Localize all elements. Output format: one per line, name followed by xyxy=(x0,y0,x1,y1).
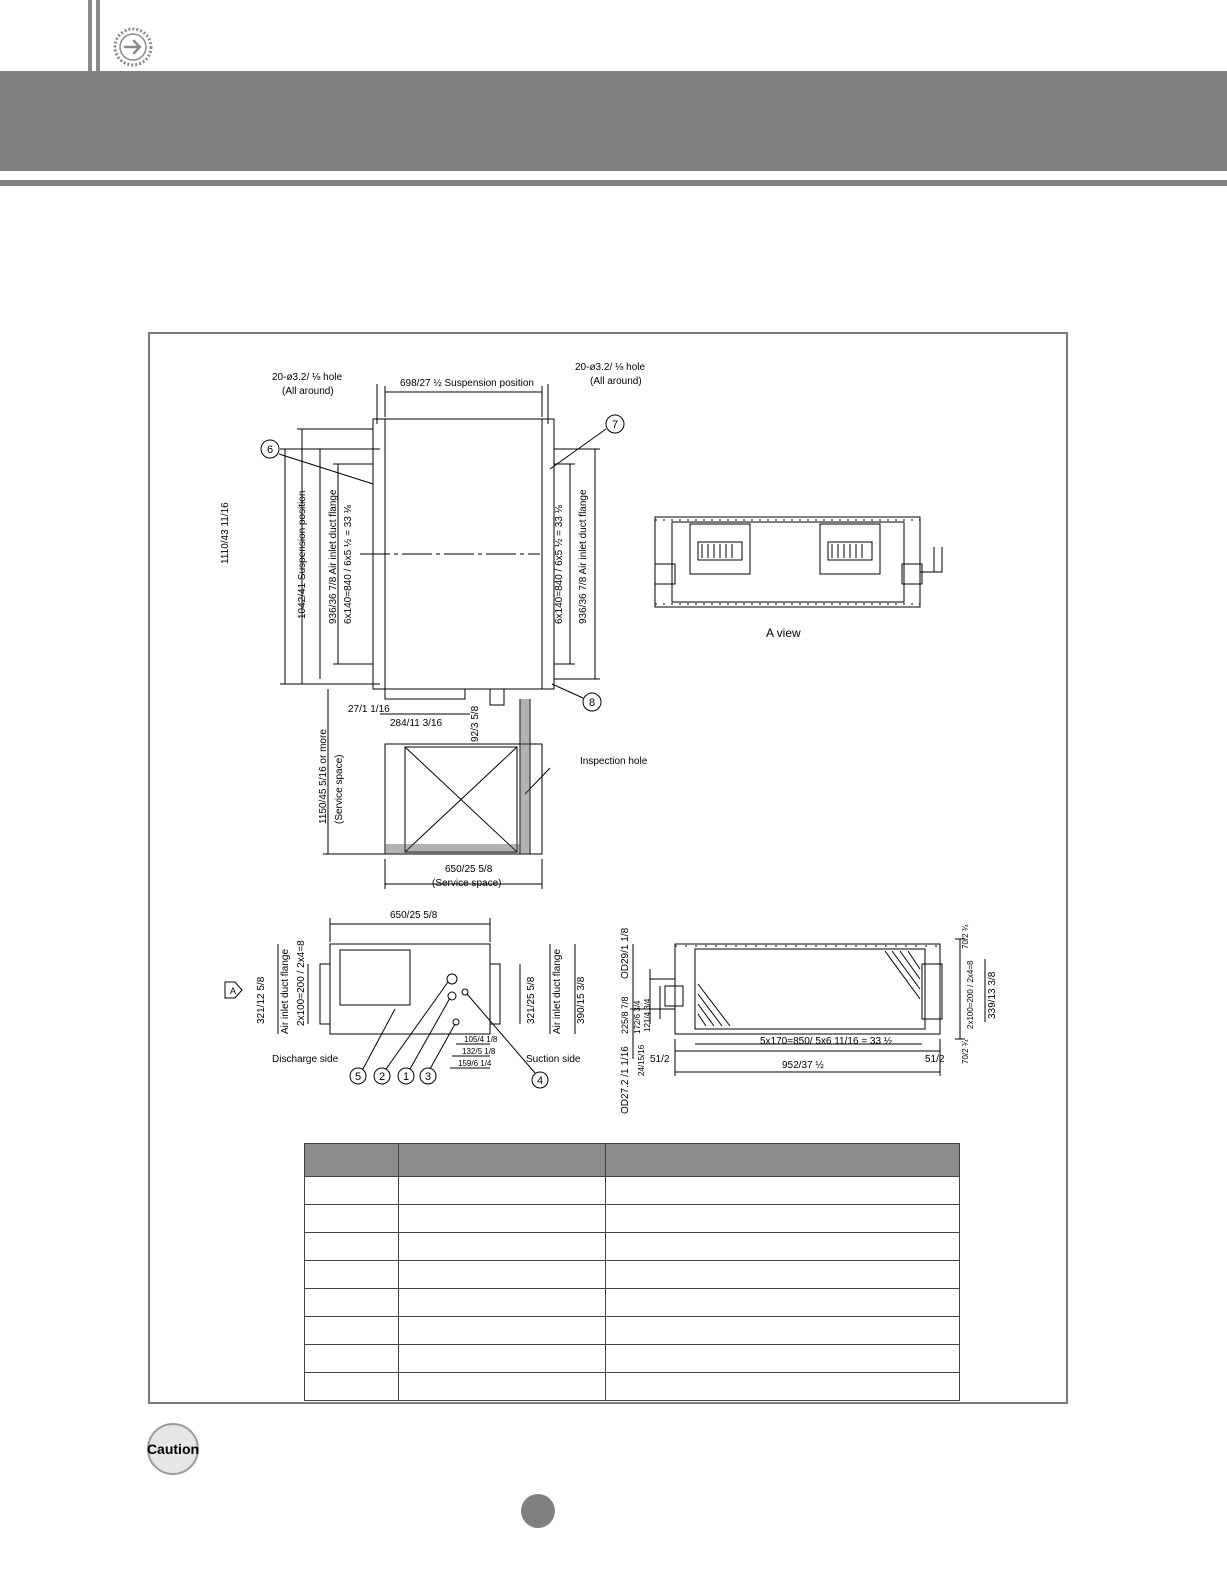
front-dim-339: 339/13 3/8 xyxy=(987,971,998,1019)
table-row xyxy=(305,1289,960,1317)
marker-1: 1 xyxy=(402,1071,410,1083)
table-row xyxy=(305,1373,960,1401)
table-cell xyxy=(399,1205,606,1233)
table-cell xyxy=(305,1177,399,1205)
table-cell xyxy=(606,1289,960,1317)
front-od29: OD29/1 1/8 xyxy=(620,927,631,979)
page-number-dot xyxy=(521,1494,555,1528)
table-cell xyxy=(606,1177,960,1205)
front-dim-51-right: 51/2 xyxy=(925,1054,945,1065)
discharge-label: Discharge side xyxy=(272,1054,339,1065)
a-view-drawing xyxy=(650,512,960,647)
front-dim-70-bottom: 70/2 ¾ xyxy=(961,1039,970,1064)
dim-total: 1110/43 11/16 xyxy=(220,502,231,564)
side-flange-left: Air inlet duct flange xyxy=(280,948,291,1034)
dim-27: 27/1 1/16 xyxy=(348,704,390,715)
side-width: 650/25 5/8 xyxy=(390,910,438,921)
table-header-cell-name xyxy=(399,1144,606,1177)
table-cell xyxy=(399,1233,606,1261)
table-header-cell-no xyxy=(305,1144,399,1177)
suspension-width-label: 698/27 ½ Suspension position xyxy=(400,378,534,389)
table-cell xyxy=(606,1373,960,1401)
front-dim-172: 172/6 3/4 xyxy=(633,1000,642,1034)
front-dim-24: 24/15/16 xyxy=(637,1044,646,1076)
side-dim-321-right: 321/25 5/8 xyxy=(526,976,537,1024)
side-dim-321-left: 321/12 5/8 xyxy=(256,976,267,1024)
front-dim-2x100: 2x100=200 / 2x4=8 xyxy=(966,960,975,1029)
table-cell xyxy=(305,1289,399,1317)
table-cell xyxy=(399,1289,606,1317)
front-dim-pitch: 5x170=850/ 5x6 11/16 = 33 ½ xyxy=(760,1036,893,1047)
parts-table xyxy=(304,1143,960,1401)
table-cell xyxy=(606,1205,960,1233)
front-dim-952: 952/37 ½ xyxy=(782,1060,824,1071)
margin-bar-2 xyxy=(96,0,100,71)
table-cell xyxy=(606,1317,960,1345)
dim-pitch-right: 6x140=840 / 6x5 ½ = 33 ⅛ xyxy=(554,505,565,624)
header-rule xyxy=(0,180,1227,186)
table-cell xyxy=(606,1345,960,1373)
side-dim-159: 159/6 1/4 xyxy=(458,1059,492,1068)
marker-4: 4 xyxy=(536,1075,544,1087)
table-cell xyxy=(305,1261,399,1289)
header-band xyxy=(0,71,1227,171)
marker-7: 7 xyxy=(611,419,619,431)
table-row xyxy=(305,1345,960,1373)
side-view-drawing xyxy=(220,904,590,1104)
service-width: 650/25 5/8 xyxy=(445,864,493,875)
marker-6: 6 xyxy=(266,444,274,456)
margin-bar-1 xyxy=(88,0,92,71)
caution-label: Caution xyxy=(146,1441,200,1457)
table-cell xyxy=(305,1317,399,1345)
table-header-cell-remark xyxy=(606,1144,960,1177)
marker-8: 8 xyxy=(588,697,596,709)
table-cell xyxy=(305,1205,399,1233)
table-row xyxy=(305,1205,960,1233)
hole-right-label: 20-ø3.2/ ⅛ hole xyxy=(575,362,646,373)
dim-284: 284/11 3/16 xyxy=(390,718,443,729)
front-dim-51-left: 51/2 xyxy=(650,1054,670,1065)
table-row xyxy=(305,1177,960,1205)
arrow-right-circle-icon xyxy=(112,26,154,68)
table-cell xyxy=(606,1233,960,1261)
front-view-drawing xyxy=(620,904,1010,1119)
table-row xyxy=(305,1261,960,1289)
table-cell xyxy=(399,1317,606,1345)
hole-left-label: 20-ø3.2/ ⅛ hole xyxy=(272,372,343,383)
dim-suspension: 1042/41 Suspension position xyxy=(297,490,308,619)
front-dim-225: 225/8 7/8 xyxy=(620,996,630,1034)
front-od27: OD27.2 /1 1/16 xyxy=(620,1046,631,1114)
dim-pitch-left: 6x140=840 / 6x5 ½ = 33 ⅛ xyxy=(343,505,354,624)
suction-label: Suction side xyxy=(526,1054,581,1065)
top-view-drawing xyxy=(220,354,660,909)
service-height-sub: (Service space) xyxy=(334,754,345,824)
table-cell xyxy=(305,1233,399,1261)
side-dim-390: 390/15 3/8 xyxy=(576,976,587,1024)
a-view-label: A view xyxy=(766,626,801,640)
table-row xyxy=(305,1317,960,1345)
side-flange-right: Air inlet duct flange xyxy=(552,948,563,1034)
hole-left-sub: (All around) xyxy=(282,386,334,397)
front-dim-70-top: 70/2 ¾ xyxy=(961,924,970,949)
table-cell xyxy=(399,1345,606,1373)
hole-right-sub: (All around) xyxy=(590,376,642,387)
marker-3: 3 xyxy=(424,1071,432,1083)
dim-92: 92/3 5/8 xyxy=(470,705,481,742)
arrow-a-label: A xyxy=(229,986,237,996)
dim-inlet-left: 936/36 7/8 Air inlet duct flange xyxy=(328,489,339,624)
front-dim-121: 121/4 3/4 xyxy=(643,998,652,1032)
table-cell xyxy=(606,1261,960,1289)
table-cell xyxy=(399,1373,606,1401)
service-height: 1150/45 5/16 or more xyxy=(318,729,329,824)
marker-5: 5 xyxy=(354,1071,362,1083)
table-cell xyxy=(399,1261,606,1289)
table-cell xyxy=(399,1177,606,1205)
table-header-row xyxy=(305,1144,960,1177)
table-cell xyxy=(305,1373,399,1401)
table-row xyxy=(305,1233,960,1261)
side-dim-2x100: 2x100=200 / 2x4=8 xyxy=(296,940,307,1026)
caution-icon xyxy=(138,1422,208,1476)
marker-2: 2 xyxy=(378,1071,386,1083)
side-dim-105: 105/4 1/8 xyxy=(464,1035,498,1044)
dim-inlet-right: 936/36 7/8 Air inlet duct flange xyxy=(578,489,589,624)
side-dim-132: 132/5 1/8 xyxy=(462,1047,496,1056)
inspection-hole-label: Inspection hole xyxy=(580,756,648,767)
service-width-sub: (Service space) xyxy=(432,878,502,889)
table-cell xyxy=(305,1345,399,1373)
